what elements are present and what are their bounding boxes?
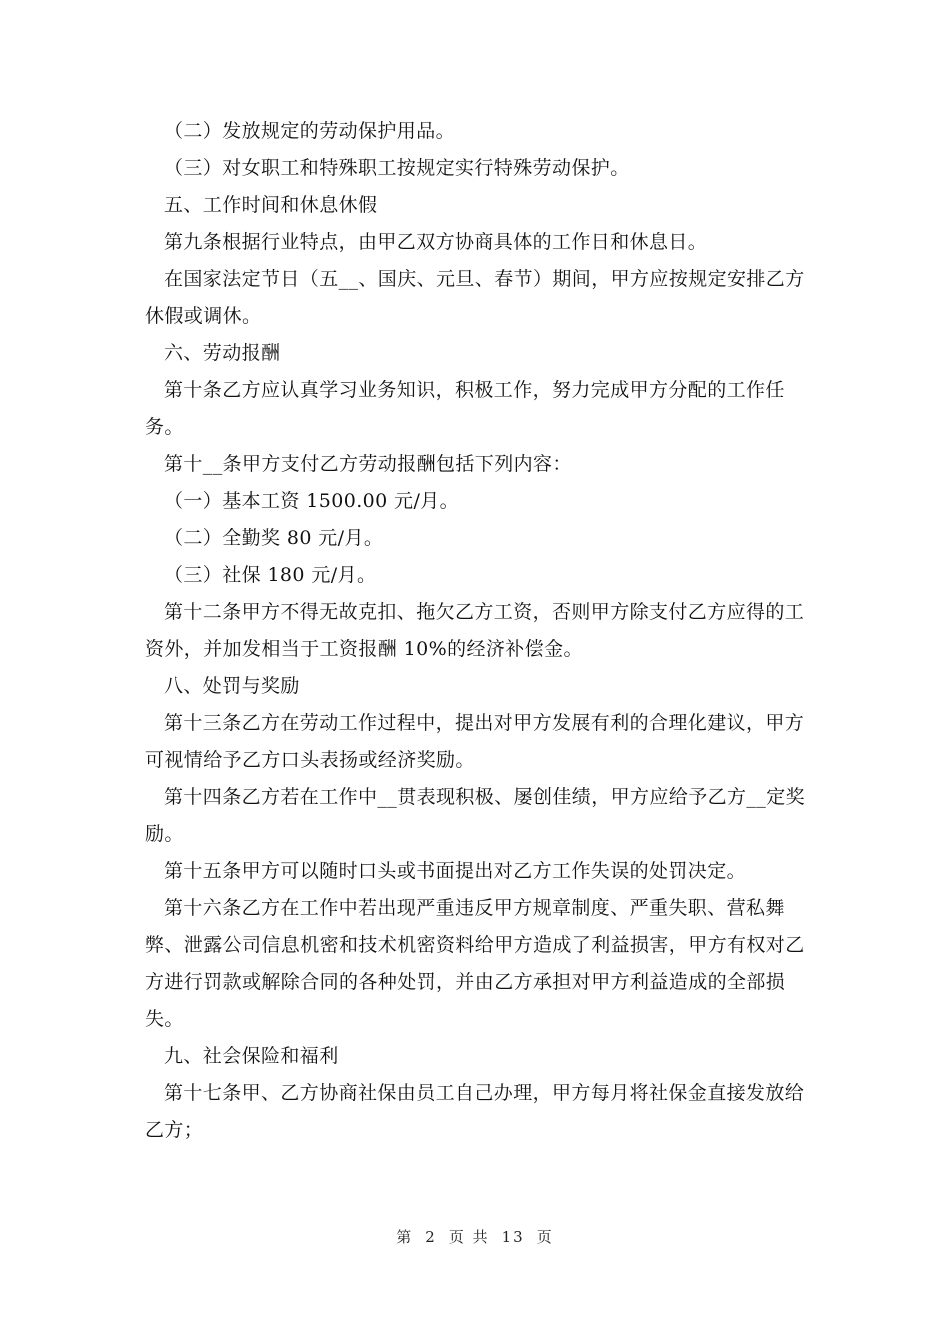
paragraph: 第十四条乙方若在工作中__贯表现积极、屡创佳绩，甲方应给予乙方__定奖励。: [145, 786, 806, 845]
page-number: 2: [425, 1228, 437, 1246]
paragraph: 第十条乙方应认真学习业务知识，积极工作，努力完成甲方分配的工作任务。: [145, 379, 785, 438]
section-heading: 六、劳动报酬: [164, 342, 281, 364]
footer-ye-gong: 页 共: [448, 1228, 490, 1246]
paragraph: 第十__条甲方支付乙方劳动报酬包括下列内容：: [164, 453, 572, 475]
paragraph: 第九条根据行业特点，由甲乙双方协商具体的工作日和休息日。: [164, 231, 708, 253]
paragraph: （三）社保 180 元/月。: [164, 564, 377, 586]
document-body: [145, 113, 805, 1149]
paragraph: 第十六条乙方在工作中若出现严重违反甲方规章制度、严重失职、营私舞弊、泄露公司信息机密和技术机密资料给甲方造成了利益损害，甲方有权对乙方进行罚款或解除合同的各种处罚，并由乙方承担对甲方利益造成的全部损失。: [145, 897, 805, 1030]
section-heading: 五、工作时间和休息休假: [164, 194, 378, 216]
footer-ye: 页: [536, 1228, 554, 1246]
page-footer: [0, 1226, 950, 1247]
paragraph: （一）基本工资 1500.00 元/月。: [164, 490, 460, 512]
paragraph: 第十五条甲方可以随时口头或书面提出对乙方工作失误的处罚决定。: [164, 860, 747, 882]
paragraph: 第十七条甲、乙方协商社保由员工自己办理，甲方每月将社保金直接发放给乙方；: [145, 1082, 805, 1141]
footer-di: 第: [396, 1228, 414, 1246]
paragraph: （二）发放规定的劳动保护用品。: [164, 120, 456, 142]
section-heading: 八、处罚与奖励: [164, 675, 300, 697]
paragraph: 在国家法定节日（五__、国庆、元旦、春节）期间，甲方应按规定安排乙方休假或调休。: [145, 268, 805, 327]
section-heading: 九、社会保险和福利: [164, 1045, 339, 1067]
paragraph: 第十三条乙方在劳动工作过程中，提出对甲方发展有利的合理化建议，甲方可视情给予乙方口头表扬或经济奖励。: [145, 712, 805, 771]
paragraph: （三）对女职工和特殊职工按规定实行特殊劳动保护。: [164, 157, 630, 179]
paragraph: （二）全勤奖 80 元/月。: [164, 527, 384, 549]
paragraph: 第十二条甲方不得无故克扣、拖欠乙方工资，否则甲方除支付乙方应得的工资外，并加发相当于工资报酬 10%的经济补偿金。: [145, 601, 805, 660]
total-pages: 13: [501, 1228, 525, 1246]
